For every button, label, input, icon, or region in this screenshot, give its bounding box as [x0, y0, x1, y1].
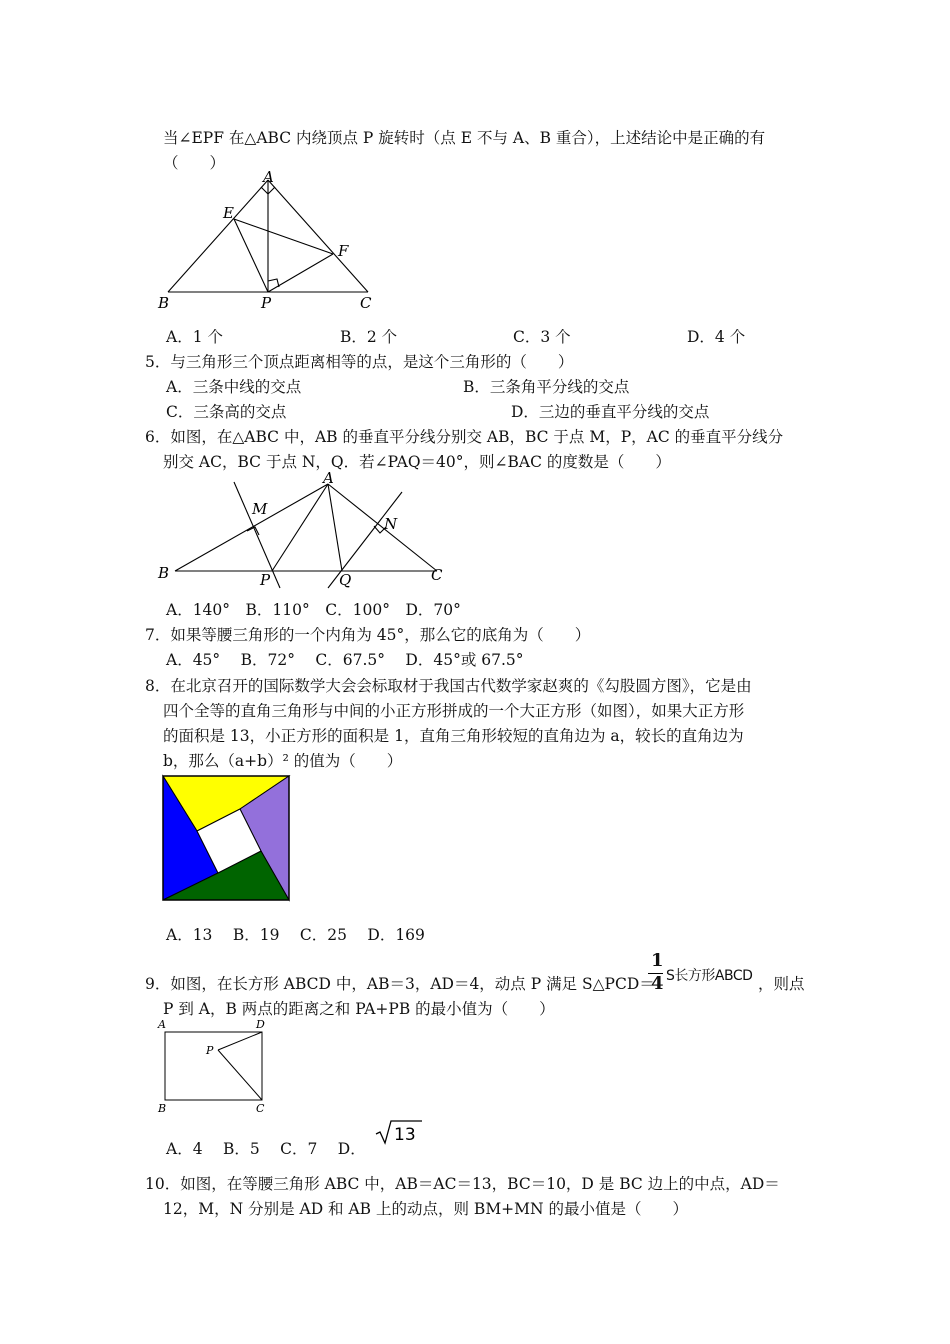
q6-figure: [150, 470, 460, 592]
q9-rect-area-term: S长方形ABCD: [666, 968, 753, 984]
q9-label-p: P: [206, 1044, 214, 1057]
q9-figure: [156, 1016, 276, 1116]
q5-option-c: C．三条高的交点: [166, 403, 287, 421]
q8-stem-line4: b，那么（a+b）² 的值为（ ）: [163, 752, 403, 770]
q6-options: A．140° B．110° C．100° D．70°: [166, 601, 461, 619]
q8-stem-line1: 8．在北京召开的国际数学大会会标取材于我国古代数学家赵爽的《勾股圆方图》，它是由: [145, 677, 752, 695]
q6-label-b: B: [158, 564, 170, 582]
q9-label-d: D: [256, 1018, 265, 1031]
q4-option-c: C．3 个: [513, 328, 571, 346]
q9-sqrt-symbol: [374, 1118, 426, 1146]
q9-options: A．4 B．5 C．7 D．: [166, 1140, 366, 1158]
q10-stem-line2: 12，M，N 分别是 AD 和 AB 上的动点，则 BM+MN 的最小值是（ ）: [163, 1200, 689, 1218]
q5-option-a: A．三条中线的交点: [166, 378, 302, 396]
q5-stem: 5．与三角形三个顶点距离相等的点，是这个三角形的（ ）: [145, 353, 574, 371]
q4-figure: [150, 168, 390, 314]
q8-options: A．13 B．19 C．25 D．169: [166, 926, 425, 944]
q5-option-d: D．三边的垂直平分线的交点: [511, 403, 710, 421]
q4-label-p: P: [261, 294, 272, 312]
q4-stem-line2: （ ）: [163, 154, 226, 172]
q9-sqrt-value: 13: [394, 1125, 416, 1145]
q6-label-a: A: [323, 470, 334, 487]
q9-stem-line1-a: 9．如图，在长方形 ABCD 中，AB＝3，AD＝4，动点 P 满足 S△PCD＝: [145, 975, 655, 993]
q5-option-b: B．三条角平分线的交点: [463, 378, 630, 396]
q8-pythagoras-figure: [161, 774, 293, 904]
q8-stem-line2: 四个全等的直角三角形与中间的小正方形拼成的一个大正方形（如图），如果大正方形: [163, 702, 745, 720]
q4-stem-line1: 当∠EPF 在△ABC 内绕顶点 P 旋转时（点 E 不与 A、B 重合），上述结论中是正确的有: [163, 129, 766, 147]
q6-label-m: M: [252, 500, 268, 518]
q4-option-b: B．2 个: [340, 328, 398, 346]
q6-stem-line2: 别交 AC，BC 于点 N，Q．若∠PAQ＝40°，则∠BAC 的度数是（ ）: [163, 453, 671, 471]
q4-label-b: B: [158, 294, 170, 312]
q9-label-b: B: [158, 1102, 167, 1115]
q6-label-n: N: [384, 515, 398, 533]
q9-stem-line1-c: ，则点: [758, 975, 805, 993]
q6-stem-line1: 6．如图，在△ABC 中，AB 的垂直平分线分别交 AB，BC 于点 M，P，AC 的垂直平分线分: [145, 428, 784, 446]
q6-label-p: P: [260, 571, 271, 589]
q4-label-e: E: [223, 204, 234, 222]
q10-stem-line1: 10．如图，在等腰三角形 ABC 中，AB＝AC＝13，BC＝10，D 是 BC 边上的中点，AD＝: [145, 1175, 780, 1193]
q4-option-a: A．1 个: [166, 328, 223, 346]
q4-label-c: C: [360, 294, 372, 312]
q6-label-q: Q: [339, 571, 352, 589]
q9-fraction-denominator: 4: [651, 973, 664, 994]
q4-label-f: F: [338, 242, 349, 260]
q7-stem: 7．如果等腰三角形的一个内角为 45°，那么它的底角为（ ）: [145, 626, 591, 644]
q6-label-c: C: [431, 566, 443, 584]
q9-label-c: C: [256, 1102, 265, 1115]
q9-label-a: A: [158, 1018, 166, 1031]
q4-option-d: D．4 个: [687, 328, 746, 346]
q7-options: A．45° B．72° C．67.5° D．45°或 67.5°: [166, 651, 524, 669]
q4-label-a: A: [263, 168, 274, 186]
q8-stem-line3: 的面积是 13，小正方形的面积是 1，直角三角形较短的直角边为 a，较长的直角边为: [163, 727, 744, 745]
q9-stem-line2: P 到 A，B 两点的距离之和 PA+PB 的最小值为（ ）: [163, 1000, 555, 1018]
q9-fraction-numerator: 1: [651, 950, 664, 971]
